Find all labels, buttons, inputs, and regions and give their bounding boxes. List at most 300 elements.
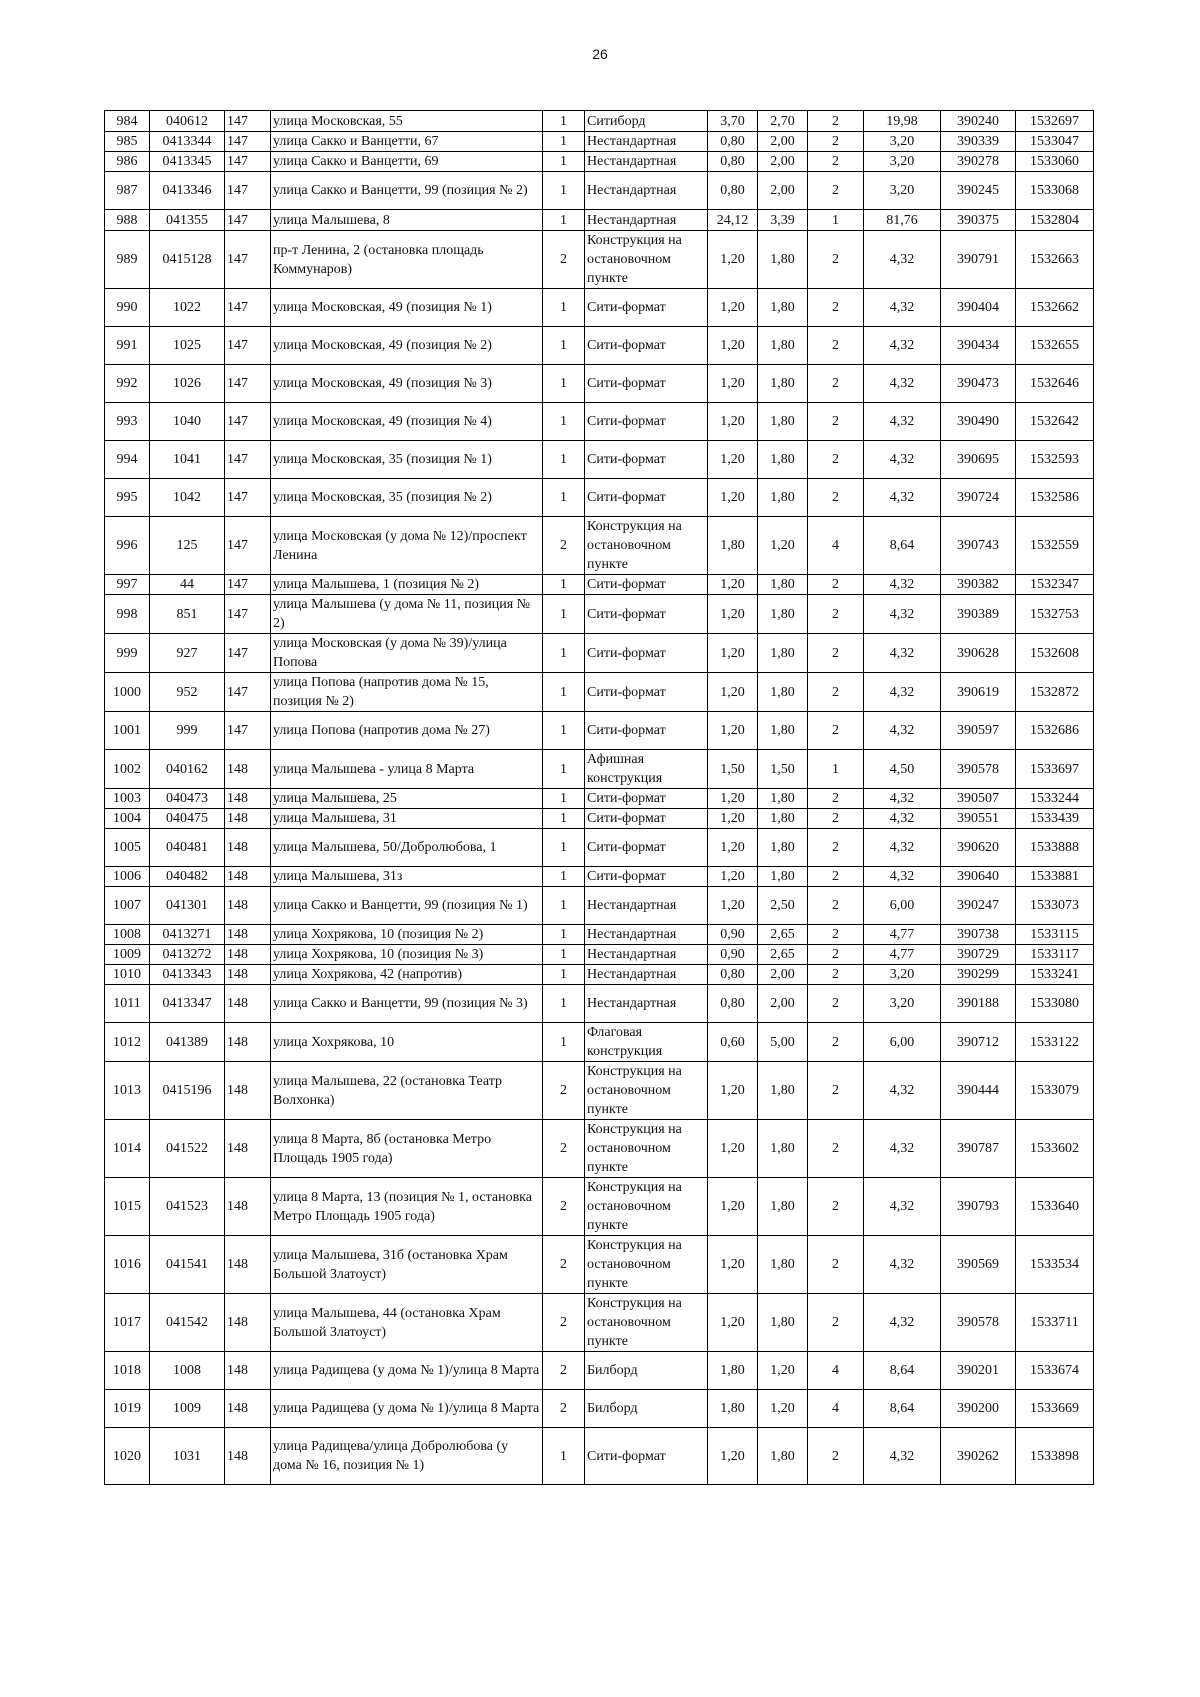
cell-address: улица Малышева, 1 (позиция № 2) bbox=[271, 575, 543, 595]
cell-height: 1,80 bbox=[758, 365, 808, 403]
cell-coord-y: 1532872 bbox=[1016, 673, 1094, 712]
cell-area: 3,20 bbox=[864, 132, 941, 152]
cell-coord-x: 390339 bbox=[941, 132, 1016, 152]
cell-row-number: 1004 bbox=[105, 809, 150, 829]
cell-zone-number: 147 bbox=[225, 111, 271, 132]
cell-quantity: 1 bbox=[543, 1023, 585, 1062]
cell-width: 1,20 bbox=[708, 365, 758, 403]
cell-coord-y: 1532642 bbox=[1016, 403, 1094, 441]
cell-zone-number: 147 bbox=[225, 673, 271, 712]
cell-quantity: 2 bbox=[543, 231, 585, 289]
cell-sides: 1 bbox=[808, 210, 864, 231]
cell-width: 0,80 bbox=[708, 985, 758, 1023]
table-row bbox=[105, 403, 1094, 441]
cell-coord-y: 1533241 bbox=[1016, 965, 1094, 985]
cell-coord-x: 390507 bbox=[941, 789, 1016, 809]
cell-coord-x: 390578 bbox=[941, 1294, 1016, 1352]
cell-quantity: 2 bbox=[543, 1352, 585, 1390]
cell-quantity: 1 bbox=[543, 595, 585, 634]
cell-height: 1,80 bbox=[758, 231, 808, 289]
cell-area: 6,00 bbox=[864, 1023, 941, 1062]
cell-address: улица Московская, 49 (позиция № 4) bbox=[271, 403, 543, 441]
cell-width: 1,20 bbox=[708, 595, 758, 634]
cell-sides: 2 bbox=[808, 132, 864, 152]
cell-row-number: 1003 bbox=[105, 789, 150, 809]
cell-width: 1,20 bbox=[708, 789, 758, 809]
cell-quantity: 1 bbox=[543, 132, 585, 152]
cell-coord-x: 390201 bbox=[941, 1352, 1016, 1390]
cell-height: 1,80 bbox=[758, 1178, 808, 1236]
cell-area: 8,64 bbox=[864, 1390, 941, 1428]
cell-zone-number: 148 bbox=[225, 1294, 271, 1352]
cell-coord-x: 390640 bbox=[941, 867, 1016, 887]
cell-width: 1,20 bbox=[708, 1062, 758, 1120]
cell-structure-type: Конструкция на остановочном пункте bbox=[585, 1120, 708, 1178]
cell-object-code: 040162 bbox=[150, 750, 225, 789]
cell-sides: 2 bbox=[808, 403, 864, 441]
cell-zone-number: 147 bbox=[225, 712, 271, 750]
cell-structure-type: Конструкция на остановочном пункте bbox=[585, 1236, 708, 1294]
table-row bbox=[105, 111, 1094, 132]
cell-height: 2,00 bbox=[758, 985, 808, 1023]
cell-height: 1,80 bbox=[758, 712, 808, 750]
cell-area: 4,32 bbox=[864, 595, 941, 634]
cell-sides: 2 bbox=[808, 289, 864, 327]
cell-address: улица Сакко и Ванцетти, 99 (позиция № 1) bbox=[271, 887, 543, 925]
cell-quantity: 1 bbox=[543, 945, 585, 965]
cell-area: 4,32 bbox=[864, 365, 941, 403]
cell-coord-x: 390787 bbox=[941, 1120, 1016, 1178]
table-row bbox=[105, 789, 1094, 809]
cell-coord-y: 1533888 bbox=[1016, 829, 1094, 867]
cell-structure-type: Сити-формат bbox=[585, 365, 708, 403]
table-row bbox=[105, 152, 1094, 172]
cell-structure-type: Нестандартная bbox=[585, 152, 708, 172]
cell-object-code: 041541 bbox=[150, 1236, 225, 1294]
cell-quantity: 1 bbox=[543, 867, 585, 887]
cell-area: 4,32 bbox=[864, 789, 941, 809]
cell-coord-y: 1532697 bbox=[1016, 111, 1094, 132]
cell-sides: 2 bbox=[808, 712, 864, 750]
cell-zone-number: 148 bbox=[225, 1236, 271, 1294]
cell-width: 0,80 bbox=[708, 152, 758, 172]
cell-width: 1,20 bbox=[708, 403, 758, 441]
cell-area: 4,32 bbox=[864, 673, 941, 712]
cell-object-code: 040481 bbox=[150, 829, 225, 867]
cell-row-number: 1009 bbox=[105, 945, 150, 965]
cell-coord-y: 1533115 bbox=[1016, 925, 1094, 945]
cell-sides: 2 bbox=[808, 634, 864, 673]
cell-structure-type: Сити-формат bbox=[585, 673, 708, 712]
cell-object-code: 0413347 bbox=[150, 985, 225, 1023]
cell-width: 0,60 bbox=[708, 1023, 758, 1062]
cell-width: 1,20 bbox=[708, 673, 758, 712]
cell-width: 3,70 bbox=[708, 111, 758, 132]
cell-row-number: 1017 bbox=[105, 1294, 150, 1352]
cell-height: 1,80 bbox=[758, 1120, 808, 1178]
cell-address: улица Радищева (у дома № 1)/улица 8 Марта bbox=[271, 1390, 543, 1428]
cell-address: улица Московская, 49 (позиция № 3) bbox=[271, 365, 543, 403]
cell-structure-type: Сити-формат bbox=[585, 809, 708, 829]
cell-coord-x: 390551 bbox=[941, 809, 1016, 829]
cell-area: 19,98 bbox=[864, 111, 941, 132]
cell-width: 1,20 bbox=[708, 1178, 758, 1236]
cell-height: 1,80 bbox=[758, 441, 808, 479]
cell-address: улица 8 Марта, 8б (остановка Метро Площадь 1905 года) bbox=[271, 1120, 543, 1178]
cell-area: 4,32 bbox=[864, 231, 941, 289]
cell-area: 4,32 bbox=[864, 403, 941, 441]
cell-object-code: 999 bbox=[150, 712, 225, 750]
cell-address: улица Сакко и Ванцетти, 99 (позиция № 2) bbox=[271, 172, 543, 210]
advertising-structures-table bbox=[104, 110, 1094, 1485]
cell-structure-type: Сити-формат bbox=[585, 403, 708, 441]
cell-row-number: 985 bbox=[105, 132, 150, 152]
cell-object-code: 041522 bbox=[150, 1120, 225, 1178]
cell-address: улица Малышева, 31б (остановка Храм Большой Златоуст) bbox=[271, 1236, 543, 1294]
cell-coord-x: 390389 bbox=[941, 595, 1016, 634]
cell-zone-number: 147 bbox=[225, 152, 271, 172]
cell-coord-y: 1532662 bbox=[1016, 289, 1094, 327]
cell-area: 8,64 bbox=[864, 1352, 941, 1390]
table-row bbox=[105, 1120, 1094, 1178]
cell-sides: 2 bbox=[808, 809, 864, 829]
cell-coord-x: 390793 bbox=[941, 1178, 1016, 1236]
table-row bbox=[105, 673, 1094, 712]
cell-quantity: 1 bbox=[543, 1428, 585, 1485]
table-row bbox=[105, 595, 1094, 634]
cell-quantity: 2 bbox=[543, 517, 585, 575]
cell-quantity: 2 bbox=[543, 1178, 585, 1236]
cell-address: улица Малышева, 25 bbox=[271, 789, 543, 809]
cell-height: 1,80 bbox=[758, 1236, 808, 1294]
cell-row-number: 1019 bbox=[105, 1390, 150, 1428]
cell-width: 1,20 bbox=[708, 867, 758, 887]
cell-coord-x: 390262 bbox=[941, 1428, 1016, 1485]
cell-quantity: 1 bbox=[543, 289, 585, 327]
cell-address: улица Московская, 35 (позиция № 2) bbox=[271, 479, 543, 517]
cell-width: 0,80 bbox=[708, 965, 758, 985]
cell-coord-x: 390434 bbox=[941, 327, 1016, 365]
cell-height: 1,20 bbox=[758, 1352, 808, 1390]
cell-quantity: 1 bbox=[543, 712, 585, 750]
cell-sides: 4 bbox=[808, 1390, 864, 1428]
cell-structure-type: Конструкция на остановочном пункте bbox=[585, 517, 708, 575]
cell-address: улица Московская (у дома № 12)/проспект Ленина bbox=[271, 517, 543, 575]
cell-sides: 2 bbox=[808, 673, 864, 712]
cell-object-code: 041389 bbox=[150, 1023, 225, 1062]
cell-width: 1,20 bbox=[708, 1294, 758, 1352]
cell-sides: 2 bbox=[808, 479, 864, 517]
cell-structure-type: Сити-формат bbox=[585, 327, 708, 365]
cell-height: 2,00 bbox=[758, 172, 808, 210]
cell-address: улица Московская (у дома № 39)/улица Попова bbox=[271, 634, 543, 673]
cell-address: улица 8 Марта, 13 (позиция № 1, остановка Метро Площадь 1905 года) bbox=[271, 1178, 543, 1236]
cell-structure-type: Сити-формат bbox=[585, 289, 708, 327]
cell-sides: 2 bbox=[808, 789, 864, 809]
cell-structure-type: Афишная конструкция bbox=[585, 750, 708, 789]
cell-coord-x: 390278 bbox=[941, 152, 1016, 172]
cell-height: 1,20 bbox=[758, 517, 808, 575]
cell-row-number: 984 bbox=[105, 111, 150, 132]
cell-row-number: 1005 bbox=[105, 829, 150, 867]
table-row bbox=[105, 1390, 1094, 1428]
cell-structure-type: Нестандартная bbox=[585, 985, 708, 1023]
cell-coord-y: 1532655 bbox=[1016, 327, 1094, 365]
cell-sides: 2 bbox=[808, 172, 864, 210]
cell-object-code: 0413272 bbox=[150, 945, 225, 965]
cell-address: улица Хохрякова, 10 (позиция № 2) bbox=[271, 925, 543, 945]
cell-height: 1,50 bbox=[758, 750, 808, 789]
cell-quantity: 1 bbox=[543, 479, 585, 517]
table-row bbox=[105, 172, 1094, 210]
cell-structure-type: Сити-формат bbox=[585, 1428, 708, 1485]
cell-area: 4,32 bbox=[864, 327, 941, 365]
cell-coord-y: 1533711 bbox=[1016, 1294, 1094, 1352]
cell-height: 2,65 bbox=[758, 945, 808, 965]
cell-coord-y: 1533697 bbox=[1016, 750, 1094, 789]
cell-row-number: 988 bbox=[105, 210, 150, 231]
cell-row-number: 989 bbox=[105, 231, 150, 289]
table-row bbox=[105, 1236, 1094, 1294]
cell-structure-type: Сити-формат bbox=[585, 634, 708, 673]
table-row bbox=[105, 365, 1094, 403]
cell-coord-x: 390695 bbox=[941, 441, 1016, 479]
cell-address: пр-т Ленина, 2 (остановка площадь Коммунаров) bbox=[271, 231, 543, 289]
cell-sides: 2 bbox=[808, 441, 864, 479]
cell-address: улица Малышева, 50/Добролюбова, 1 bbox=[271, 829, 543, 867]
cell-row-number: 1018 bbox=[105, 1352, 150, 1390]
cell-width: 1,20 bbox=[708, 1120, 758, 1178]
cell-structure-type: Конструкция на остановочном пункте bbox=[585, 1178, 708, 1236]
table-row bbox=[105, 517, 1094, 575]
cell-object-code: 0415196 bbox=[150, 1062, 225, 1120]
cell-coord-y: 1533602 bbox=[1016, 1120, 1094, 1178]
cell-sides: 2 bbox=[808, 1062, 864, 1120]
cell-quantity: 2 bbox=[543, 1062, 585, 1120]
cell-row-number: 1000 bbox=[105, 673, 150, 712]
cell-sides: 2 bbox=[808, 111, 864, 132]
cell-width: 1,20 bbox=[708, 575, 758, 595]
cell-height: 1,20 bbox=[758, 1390, 808, 1428]
cell-height: 1,80 bbox=[758, 673, 808, 712]
cell-row-number: 987 bbox=[105, 172, 150, 210]
cell-sides: 2 bbox=[808, 1428, 864, 1485]
table-row bbox=[105, 945, 1094, 965]
cell-structure-type: Флаговая конструкция bbox=[585, 1023, 708, 1062]
cell-height: 2,50 bbox=[758, 887, 808, 925]
cell-sides: 4 bbox=[808, 517, 864, 575]
cell-quantity: 1 bbox=[543, 750, 585, 789]
cell-coord-y: 1532608 bbox=[1016, 634, 1094, 673]
cell-zone-number: 148 bbox=[225, 1062, 271, 1120]
table-row bbox=[105, 1023, 1094, 1062]
cell-area: 6,00 bbox=[864, 887, 941, 925]
cell-object-code: 927 bbox=[150, 634, 225, 673]
cell-coord-y: 1532593 bbox=[1016, 441, 1094, 479]
cell-zone-number: 148 bbox=[225, 789, 271, 809]
cell-quantity: 1 bbox=[543, 575, 585, 595]
cell-width: 1,20 bbox=[708, 829, 758, 867]
cell-sides: 2 bbox=[808, 575, 864, 595]
cell-object-code: 1031 bbox=[150, 1428, 225, 1485]
cell-coord-x: 390490 bbox=[941, 403, 1016, 441]
cell-zone-number: 148 bbox=[225, 867, 271, 887]
cell-object-code: 0413344 bbox=[150, 132, 225, 152]
cell-address: улица Московская, 55 bbox=[271, 111, 543, 132]
cell-structure-type: Сити-формат bbox=[585, 712, 708, 750]
cell-width: 1,20 bbox=[708, 1428, 758, 1485]
cell-coord-x: 390628 bbox=[941, 634, 1016, 673]
cell-sides: 2 bbox=[808, 152, 864, 172]
cell-zone-number: 148 bbox=[225, 1120, 271, 1178]
cell-area: 4,32 bbox=[864, 829, 941, 867]
cell-object-code: 041301 bbox=[150, 887, 225, 925]
cell-sides: 2 bbox=[808, 887, 864, 925]
cell-quantity: 1 bbox=[543, 985, 585, 1023]
cell-zone-number: 147 bbox=[225, 479, 271, 517]
cell-coord-x: 390738 bbox=[941, 925, 1016, 945]
cell-height: 1,80 bbox=[758, 829, 808, 867]
cell-area: 4,77 bbox=[864, 925, 941, 945]
cell-coord-y: 1532686 bbox=[1016, 712, 1094, 750]
cell-height: 1,80 bbox=[758, 867, 808, 887]
cell-area: 4,32 bbox=[864, 867, 941, 887]
cell-coord-y: 1533079 bbox=[1016, 1062, 1094, 1120]
cell-width: 1,20 bbox=[708, 1236, 758, 1294]
cell-structure-type: Сити-формат bbox=[585, 441, 708, 479]
cell-address: улица Малышева, 22 (остановка Театр Волхонка) bbox=[271, 1062, 543, 1120]
cell-coord-x: 390245 bbox=[941, 172, 1016, 210]
cell-area: 4,32 bbox=[864, 441, 941, 479]
cell-zone-number: 148 bbox=[225, 829, 271, 867]
cell-sides: 2 bbox=[808, 231, 864, 289]
cell-row-number: 999 bbox=[105, 634, 150, 673]
cell-zone-number: 148 bbox=[225, 1390, 271, 1428]
cell-sides: 2 bbox=[808, 365, 864, 403]
cell-zone-number: 148 bbox=[225, 985, 271, 1023]
cell-zone-number: 147 bbox=[225, 172, 271, 210]
cell-address: улица Сакко и Ванцетти, 69 bbox=[271, 152, 543, 172]
cell-area: 4,77 bbox=[864, 945, 941, 965]
table-row bbox=[105, 327, 1094, 365]
cell-row-number: 1002 bbox=[105, 750, 150, 789]
cell-coord-y: 1533669 bbox=[1016, 1390, 1094, 1428]
cell-coord-x: 390569 bbox=[941, 1236, 1016, 1294]
cell-address: улица Радищева/улица Добролюбова (у дома № 16, позиция № 1) bbox=[271, 1428, 543, 1485]
cell-sides: 2 bbox=[808, 925, 864, 945]
cell-sides: 2 bbox=[808, 1120, 864, 1178]
cell-row-number: 1016 bbox=[105, 1236, 150, 1294]
cell-object-code: 1009 bbox=[150, 1390, 225, 1428]
cell-width: 1,20 bbox=[708, 441, 758, 479]
cell-row-number: 1007 bbox=[105, 887, 150, 925]
cell-height: 1,80 bbox=[758, 403, 808, 441]
cell-area: 4,32 bbox=[864, 1120, 941, 1178]
cell-height: 1,80 bbox=[758, 595, 808, 634]
cell-area: 4,50 bbox=[864, 750, 941, 789]
cell-height: 1,80 bbox=[758, 789, 808, 809]
cell-coord-x: 390299 bbox=[941, 965, 1016, 985]
cell-quantity: 1 bbox=[543, 403, 585, 441]
cell-coord-y: 1533080 bbox=[1016, 985, 1094, 1023]
cell-quantity: 1 bbox=[543, 673, 585, 712]
cell-coord-y: 1533244 bbox=[1016, 789, 1094, 809]
cell-structure-type: Билборд bbox=[585, 1352, 708, 1390]
cell-coord-x: 390188 bbox=[941, 985, 1016, 1023]
cell-coord-y: 1533640 bbox=[1016, 1178, 1094, 1236]
cell-coord-x: 390620 bbox=[941, 829, 1016, 867]
table-row bbox=[105, 809, 1094, 829]
cell-width: 1,80 bbox=[708, 517, 758, 575]
cell-quantity: 2 bbox=[543, 1390, 585, 1428]
cell-height: 2,70 bbox=[758, 111, 808, 132]
cell-height: 2,00 bbox=[758, 965, 808, 985]
cell-coord-x: 390619 bbox=[941, 673, 1016, 712]
cell-object-code: 1040 bbox=[150, 403, 225, 441]
cell-quantity: 1 bbox=[543, 111, 585, 132]
cell-coord-y: 1533122 bbox=[1016, 1023, 1094, 1062]
cell-row-number: 1010 bbox=[105, 965, 150, 985]
cell-coord-x: 390597 bbox=[941, 712, 1016, 750]
cell-address: улица Московская, 35 (позиция № 1) bbox=[271, 441, 543, 479]
cell-area: 4,32 bbox=[864, 479, 941, 517]
cell-sides: 2 bbox=[808, 595, 864, 634]
cell-height: 1,80 bbox=[758, 1428, 808, 1485]
cell-coord-y: 1533047 bbox=[1016, 132, 1094, 152]
cell-height: 3,39 bbox=[758, 210, 808, 231]
cell-height: 1,80 bbox=[758, 634, 808, 673]
cell-zone-number: 147 bbox=[225, 575, 271, 595]
table-row bbox=[105, 1352, 1094, 1390]
table-row bbox=[105, 712, 1094, 750]
cell-coord-y: 1533881 bbox=[1016, 867, 1094, 887]
cell-height: 2,65 bbox=[758, 925, 808, 945]
cell-sides: 2 bbox=[808, 1023, 864, 1062]
cell-coord-x: 390382 bbox=[941, 575, 1016, 595]
table-row bbox=[105, 1178, 1094, 1236]
cell-area: 8,64 bbox=[864, 517, 941, 575]
cell-structure-type: Сити-формат bbox=[585, 829, 708, 867]
cell-object-code: 1022 bbox=[150, 289, 225, 327]
cell-address: улица Малышева - улица 8 Марта bbox=[271, 750, 543, 789]
cell-sides: 2 bbox=[808, 829, 864, 867]
cell-height: 2,00 bbox=[758, 152, 808, 172]
cell-coord-y: 1533674 bbox=[1016, 1352, 1094, 1390]
cell-address: улица Хохрякова, 42 (напротив) bbox=[271, 965, 543, 985]
table-row bbox=[105, 829, 1094, 867]
table-row bbox=[105, 289, 1094, 327]
cell-quantity: 1 bbox=[543, 634, 585, 673]
cell-width: 1,20 bbox=[708, 231, 758, 289]
cell-structure-type: Нестандартная bbox=[585, 925, 708, 945]
cell-quantity: 1 bbox=[543, 887, 585, 925]
cell-zone-number: 148 bbox=[225, 887, 271, 925]
cell-row-number: 995 bbox=[105, 479, 150, 517]
cell-sides: 4 bbox=[808, 1352, 864, 1390]
table-row bbox=[105, 132, 1094, 152]
cell-coord-y: 1533898 bbox=[1016, 1428, 1094, 1485]
cell-address: улица Малышева, 8 bbox=[271, 210, 543, 231]
cell-quantity: 1 bbox=[543, 789, 585, 809]
cell-area: 3,20 bbox=[864, 985, 941, 1023]
cell-address: улица Московская, 49 (позиция № 2) bbox=[271, 327, 543, 365]
cell-row-number: 998 bbox=[105, 595, 150, 634]
cell-object-code: 0413345 bbox=[150, 152, 225, 172]
cell-row-number: 1015 bbox=[105, 1178, 150, 1236]
table-row bbox=[105, 479, 1094, 517]
cell-row-number: 1014 bbox=[105, 1120, 150, 1178]
cell-structure-type: Конструкция на остановочном пункте bbox=[585, 1294, 708, 1352]
